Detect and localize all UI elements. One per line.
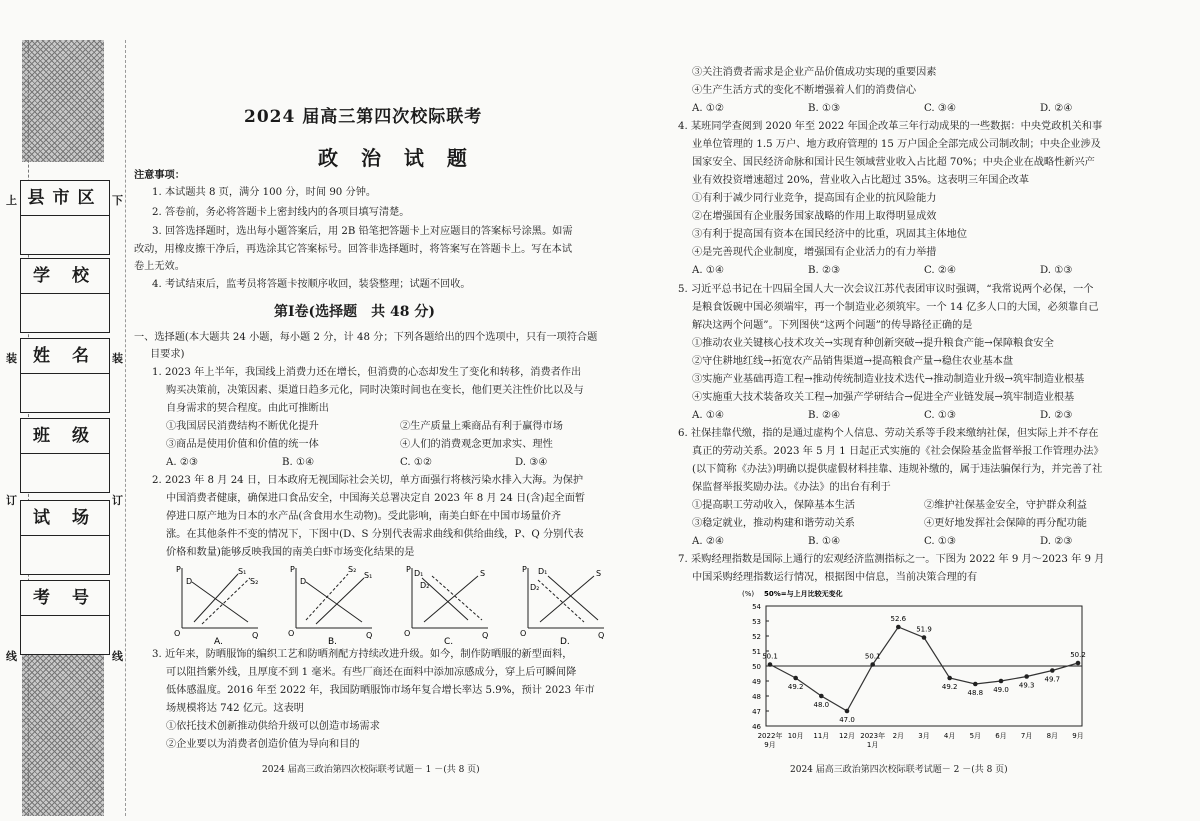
graph-label: B. [328, 637, 338, 646]
x-tick-label: 10月 [787, 732, 804, 740]
axis-p: P [290, 565, 295, 574]
q1-stem: 购买决策前，决策因素、渠道日趋多元化，同时决策时间也在变长，他们更关注性价比以及与 [166, 385, 584, 396]
q5-stem: 5. 习近平总书记在十四届全国人大一次会议江苏代表团审议时强调，“我常说两个必保，一个 [678, 284, 1094, 295]
q5-statement: ①推动农业关键核心技术攻关→实现育种创新突破→提升粮食产能→保障粮食安全 [692, 338, 1054, 349]
field-school[interactable] [20, 258, 110, 333]
q2-graph-b[interactable] [282, 562, 382, 646]
note-line: 4. 考试结束后，监考员将答题卡按顺序收回，装袋整理；试题不回收。 [152, 279, 471, 290]
q6-statement: ③稳定就业，推动构建和谐劳动关系 [692, 518, 855, 529]
data-label: 50.2 [1070, 651, 1086, 659]
curve-label: S [596, 569, 602, 578]
note-line: 改动，用橡皮擦干净后，再选涂其它答案标号。回答非选择题时，将答案写在答题卡上。写在本试 [134, 244, 573, 255]
q3-option-c[interactable]: C. ③④ [924, 103, 957, 114]
y-tick-label: 54 [752, 603, 761, 611]
data-point [896, 625, 901, 630]
data-label: 48.8 [967, 689, 984, 697]
curve-label: S₁ [238, 567, 247, 576]
q7-stem: 7. 采购经理指数是国际上通行的宏观经济监测指标之一。下图为 2022 年 9 月～2023 年 9 月 [678, 554, 1105, 565]
q5-statement: ③实施产业基础再造工程→推动传统制造业技术迭代→推动制造业升级→筑牢制造业根基 [692, 374, 1085, 385]
data-label: 49.7 [1044, 675, 1061, 684]
x-tick-label: 9月 [1072, 732, 1084, 740]
field-name[interactable] [20, 338, 110, 413]
q1-statement: ④人们的消费观念更加求实、理性 [400, 439, 553, 450]
q5-stem: 解决这两个问题”。下列图侠“这两个问题”的传导路径正确的是 [692, 320, 973, 331]
field-county[interactable] [20, 180, 110, 255]
part-intro: 一、选择题(本大题共 24 小题，每小题 2 分，计 48 分；下列各题给出的四个选项中，只有一项符合题 [134, 332, 598, 343]
q3-option-d[interactable]: D. ②④ [1040, 103, 1073, 114]
q2-stem: 停进口原产地为日本的水产品(含食用水生动物)。受此影响，南美白虾在中国市场量价齐 [166, 511, 562, 522]
reference-label: 50%=与上月比较无变化 [764, 590, 843, 598]
data-label: 49.3 [1018, 681, 1035, 690]
q3-statement: ③关注消费者需求是企业产品价值成功实现的重要因素 [692, 67, 937, 78]
x-tick-label: 1月 [866, 741, 879, 749]
q4-option-a[interactable]: A. ①④ [692, 265, 725, 276]
x-tick-label: 9月 [764, 741, 776, 749]
q1-option-b[interactable]: B. ①④ [282, 457, 315, 468]
q7-stem: 中国采购经理指数运行情况，根据图中信息，当前决策合理的有 [692, 572, 978, 583]
q4-stem: 业有效投资增速超过 20%，营业收入占比超过 35%。这表明三年国企改革 [692, 175, 1030, 186]
data-point [947, 676, 952, 681]
x-tick-label: 2月 [892, 732, 905, 740]
data-label: 49.0 [993, 686, 1009, 694]
x-tick-label: 4月 [943, 732, 956, 740]
q1-option-a[interactable]: A. ②③ [166, 457, 199, 468]
graph-label: C. [444, 637, 454, 646]
q4-statement: ②在增强国有企业服务国家战略的作用上取得明显成效 [692, 211, 937, 222]
curve-d2 [432, 576, 482, 620]
q6-option-d[interactable]: D. ②③ [1040, 536, 1073, 547]
q3-stem: 3. 近年来，防晒服饰的编织工艺和防晒剂配方持续改进升级。如今，制作防晒服的新型面料， [152, 649, 573, 660]
data-point [768, 662, 773, 667]
q6-option-c[interactable]: C. ①③ [924, 536, 957, 547]
binding-line-right [125, 40, 126, 816]
side-char: 上 [6, 194, 17, 207]
axis-p: P [176, 565, 181, 574]
curve-s [424, 576, 478, 622]
q4-option-b[interactable]: B. ②③ [808, 265, 841, 276]
q4-stem: 业单位管理的 1.5 万户、地方政府管理的 15 万户国企全部完成公司制改制；中央企业涉及 [692, 139, 1101, 150]
q1-stem: 1. 2023 年上半年，我国线上消费力还在增长，但消费的心态却发生了变化和转移，消费者作出 [152, 367, 582, 378]
q4-option-c[interactable]: C. ②④ [924, 265, 957, 276]
binding-hatch-top [22, 40, 104, 162]
page1-footer: 2024 届高三政治第四次校际联考试题－ 1 －(共 8 页) [262, 765, 480, 775]
q5-option-d[interactable]: D. ②③ [1040, 410, 1073, 421]
data-label: 51.9 [916, 625, 932, 634]
data-label: 50.1 [762, 652, 778, 661]
data-point [1024, 674, 1029, 679]
y-axis-label: (%) [742, 590, 755, 598]
q2-graph-d[interactable] [514, 562, 614, 646]
side-char: 线 [6, 650, 17, 663]
data-point [793, 676, 798, 681]
x-tick-label: 7月 [1020, 732, 1033, 740]
q4-stem: 4. 某班同学查阅到 2020 年至 2022 年国企改革三年行动成果的一些数据：中央党政机关和事 [678, 121, 1103, 132]
field-exam-number[interactable] [20, 580, 110, 655]
data-label: 49.2 [787, 683, 804, 691]
graph-label: A. [214, 637, 223, 646]
graph-label: D. [560, 637, 570, 646]
axis-origin: O [520, 629, 527, 638]
y-tick-label: 52 [752, 633, 761, 641]
curve-label: D₂ [530, 583, 540, 592]
q3-stem: 可以阻挡紫外线，且厚度不到 1 毫米。有些厂商还在面料中添加凉感成分，穿上后可瞬间降 [166, 667, 577, 678]
q2-stem: 中国消费者健康，确保进口食品安全，中国海关总署决定自 2023 年 8 月 24 日(含)起全面暂 [166, 493, 586, 504]
field-label: 考 号 [21, 581, 109, 616]
curve-label: D [300, 577, 307, 586]
page2-footer: 2024 届高三政治第四次校际联考试题－ 2 －(共 8 页) [790, 765, 1008, 775]
y-tick-label: 50 [752, 663, 761, 671]
q6-option-b[interactable]: B. ①④ [808, 536, 841, 547]
note-line: 卷上无效。 [134, 261, 185, 272]
curve-label: S₁ [364, 571, 373, 580]
note-line: 1. 本试题共 8 页，满分 100 分，时间 90 分钟。 [152, 187, 377, 198]
data-point [973, 682, 978, 687]
field-class[interactable] [20, 418, 110, 493]
x-tick-label: 12月 [839, 732, 855, 740]
q3-statement: ①依托技术创新推动供给升级可以创造市场需求 [166, 721, 380, 732]
field-label: 县市区 [21, 181, 109, 216]
data-point [870, 662, 875, 667]
data-point [1050, 668, 1055, 673]
x-tick-label: 5月 [969, 732, 982, 740]
axis-q: Q [598, 631, 605, 640]
q6-statement: ②维护社保基金安全，守护群众利益 [924, 500, 1087, 511]
side-char: 订 [112, 494, 123, 507]
curve-label: D₁ [414, 569, 424, 578]
axis-origin: O [404, 629, 411, 638]
axis-origin: O [288, 629, 295, 638]
x-tick-label: 11月 [813, 732, 830, 740]
x-tick-label: 2023年 [860, 732, 886, 740]
curve-s2 [202, 578, 250, 624]
q5-statement: ②守住耕地红线→拓宽农产品销售渠道→提高粮食产量→稳住农业基本盘 [692, 356, 1014, 367]
q1-option-d[interactable]: D. ③④ [515, 457, 548, 468]
q5-option-c[interactable]: C. ①③ [924, 410, 957, 421]
q3-statement: ④生产生活方式的变化不断增强着人们的消费信心 [692, 85, 917, 96]
q4-statement: ③有利于提高国有资本在国民经济中的比重，巩固其主体地位 [692, 229, 968, 240]
q4-statement: ①有利于减少同行业竞争，提高国有企业的抗风险能力 [692, 193, 937, 204]
q3-option-b[interactable]: B. ①③ [808, 103, 841, 114]
note-line: 2. 答卷前，务必将答题卡上密封线内的各项目填写清楚。 [152, 207, 410, 218]
q6-statement: ④更好地发挥社会保障的再分配功能 [924, 518, 1087, 529]
q1-statement: ①我国居民消费结构不断优化提升 [166, 421, 319, 432]
y-tick-label: 48 [752, 693, 761, 701]
y-tick-label: 53 [752, 618, 761, 626]
x-tick-label: 3月 [918, 732, 930, 740]
section-title: 第Ⅰ卷(选择题 共 48 分) [274, 304, 436, 320]
side-char: 装 [6, 352, 17, 365]
field-label: 班 级 [21, 419, 109, 454]
curve-label: D₁ [538, 567, 548, 576]
data-point [922, 635, 927, 640]
q6-stem: 真正的劳动关系。2023 年 5 月 1 日起正式实施的《社会保险基金监督举报工作管理办法》 [692, 446, 1104, 457]
curve-d1 [548, 576, 598, 620]
data-label: 50.1 [864, 652, 881, 661]
curve-s1 [194, 574, 238, 622]
q1-option-c[interactable]: C. ①② [400, 457, 433, 468]
curve-label: S₂ [250, 577, 259, 586]
notes-heading: 注意事项： [134, 169, 185, 181]
side-char: 装 [112, 352, 123, 365]
data-point [1076, 661, 1081, 666]
y-tick-label: 51 [752, 648, 761, 656]
q6-stem: 6. 社保挂靠代缴，指的是通过虚构个人信息、劳动关系等手段来缴纳社保，但实际上并不存在 [678, 428, 1099, 439]
exam-subject: 政 治 试 题 [318, 146, 475, 170]
data-label: 48.0 [813, 701, 830, 709]
side-char: 订 [6, 494, 17, 507]
q3-stem: 低体感温度。2016 年至 2022 年，我国防晒服饰市场年复合增长率达 5.9%，预计 2023 年市 [166, 685, 595, 696]
q3-stem: 场规模将达 742 亿元。这表明 [166, 703, 304, 714]
data-point [999, 679, 1004, 684]
q2-stem: 2. 2023 年 8 月 24 日，日本政府无视国际社会关切，单方面强行将核污染水排入大海。为保护 [152, 475, 584, 486]
q2-stem: 价格和数量)能够反映我国的南美白虾市场变化结果的是 [166, 547, 415, 558]
q2-graph-a[interactable] [168, 562, 268, 646]
q3-option-a[interactable]: A. ①② [692, 103, 725, 114]
y-tick-label: 46 [752, 723, 761, 731]
q6-option-a[interactable]: A. ②④ [692, 536, 725, 547]
y-tick-label: 49 [752, 678, 761, 686]
x-tick-label: 2022年 [757, 732, 783, 740]
exam-title: 2024 届高三第四次校际联考 [244, 107, 483, 127]
curve-label: D₂ [420, 581, 430, 590]
q4-statement: ④是完善现代企业制度，增强国有企业活力的有力举措 [692, 247, 937, 258]
axis-origin: O [174, 629, 181, 638]
field-label: 学 校 [21, 259, 109, 294]
q2-stem: 涨。在其他条件不变的情况下，下图中(D、S 分别代表需求曲线和供给曲线，P、Q 分别代表 [166, 529, 584, 540]
data-label: 52.6 [890, 615, 907, 623]
q6-stem: (以下简称《办法》)明确以提供虚假材料挂靠、违规补缴的，属于违法骗保行为，并完善了社 [692, 464, 1103, 475]
note-line: 3. 回答选择题时，选出每小题答案后，用 2B 铅笔把答题卡上对应题目的答案标号涂黑。如需 [152, 226, 573, 237]
y-tick-label: 47 [752, 708, 761, 716]
field-exam-room[interactable] [20, 500, 110, 575]
q2-graph-c[interactable] [398, 562, 498, 646]
axis-q: Q [366, 631, 373, 640]
q1-statement: ③商品是使用价值和价值的统一体 [166, 439, 319, 450]
q6-stem: 保监督举报奖励办法。《办法》的出台有利于 [692, 482, 891, 493]
q5-stem: 是粮食饭碗中国必须端牢，再一个制造业必须筑牢。一个 14 亿多人口的大国，必须靠自己 [692, 302, 1099, 313]
q1-stem: 自身需求的契合程度。由此可推断出 [166, 403, 329, 414]
curve-label: D [186, 577, 193, 586]
side-char: 线 [112, 650, 123, 663]
q4-option-d[interactable]: D. ①③ [1040, 265, 1073, 276]
axis-p: P [406, 565, 411, 574]
q5-option-a[interactable]: A. ①④ [692, 410, 725, 421]
pmi-line-chart [740, 586, 1100, 754]
q4-stem: 国家安全、国民经济命脉和国计民生领域营业收入占比超 70%；中央企业在战略性新兴产 [692, 157, 1095, 168]
curve-label: S [480, 569, 486, 578]
curve-label: S₂ [348, 565, 357, 574]
axis-q: Q [252, 631, 259, 640]
part-intro: 目要求) [150, 349, 185, 360]
curve-s [540, 576, 594, 622]
field-label: 试 场 [21, 501, 109, 536]
field-label: 姓 名 [21, 339, 109, 374]
x-tick-label: 6月 [995, 732, 1007, 740]
x-tick-label: 8月 [1046, 732, 1059, 740]
axis-q: Q [482, 631, 489, 640]
side-char: 下 [112, 194, 123, 207]
data-label: 47.0 [839, 716, 855, 724]
data-point [845, 709, 850, 714]
q5-option-b[interactable]: B. ②④ [808, 410, 841, 421]
data-label: 49.2 [941, 683, 958, 691]
q1-statement: ②生产质量上乘商品有利于赢得市场 [400, 421, 563, 432]
q5-statement: ④实施重大技术装备攻关工程→加强产学研结合→促进全产业链发展→筑牢制造业根基 [692, 392, 1075, 403]
q3-statement: ②企业要以为消费者创造价值为导向和目的 [166, 739, 360, 750]
data-point [819, 694, 824, 699]
axis-p: P [522, 565, 527, 574]
q6-statement: ①提高职工劳动收入，保障基本生活 [692, 500, 855, 511]
binding-hatch-bottom [22, 650, 104, 816]
